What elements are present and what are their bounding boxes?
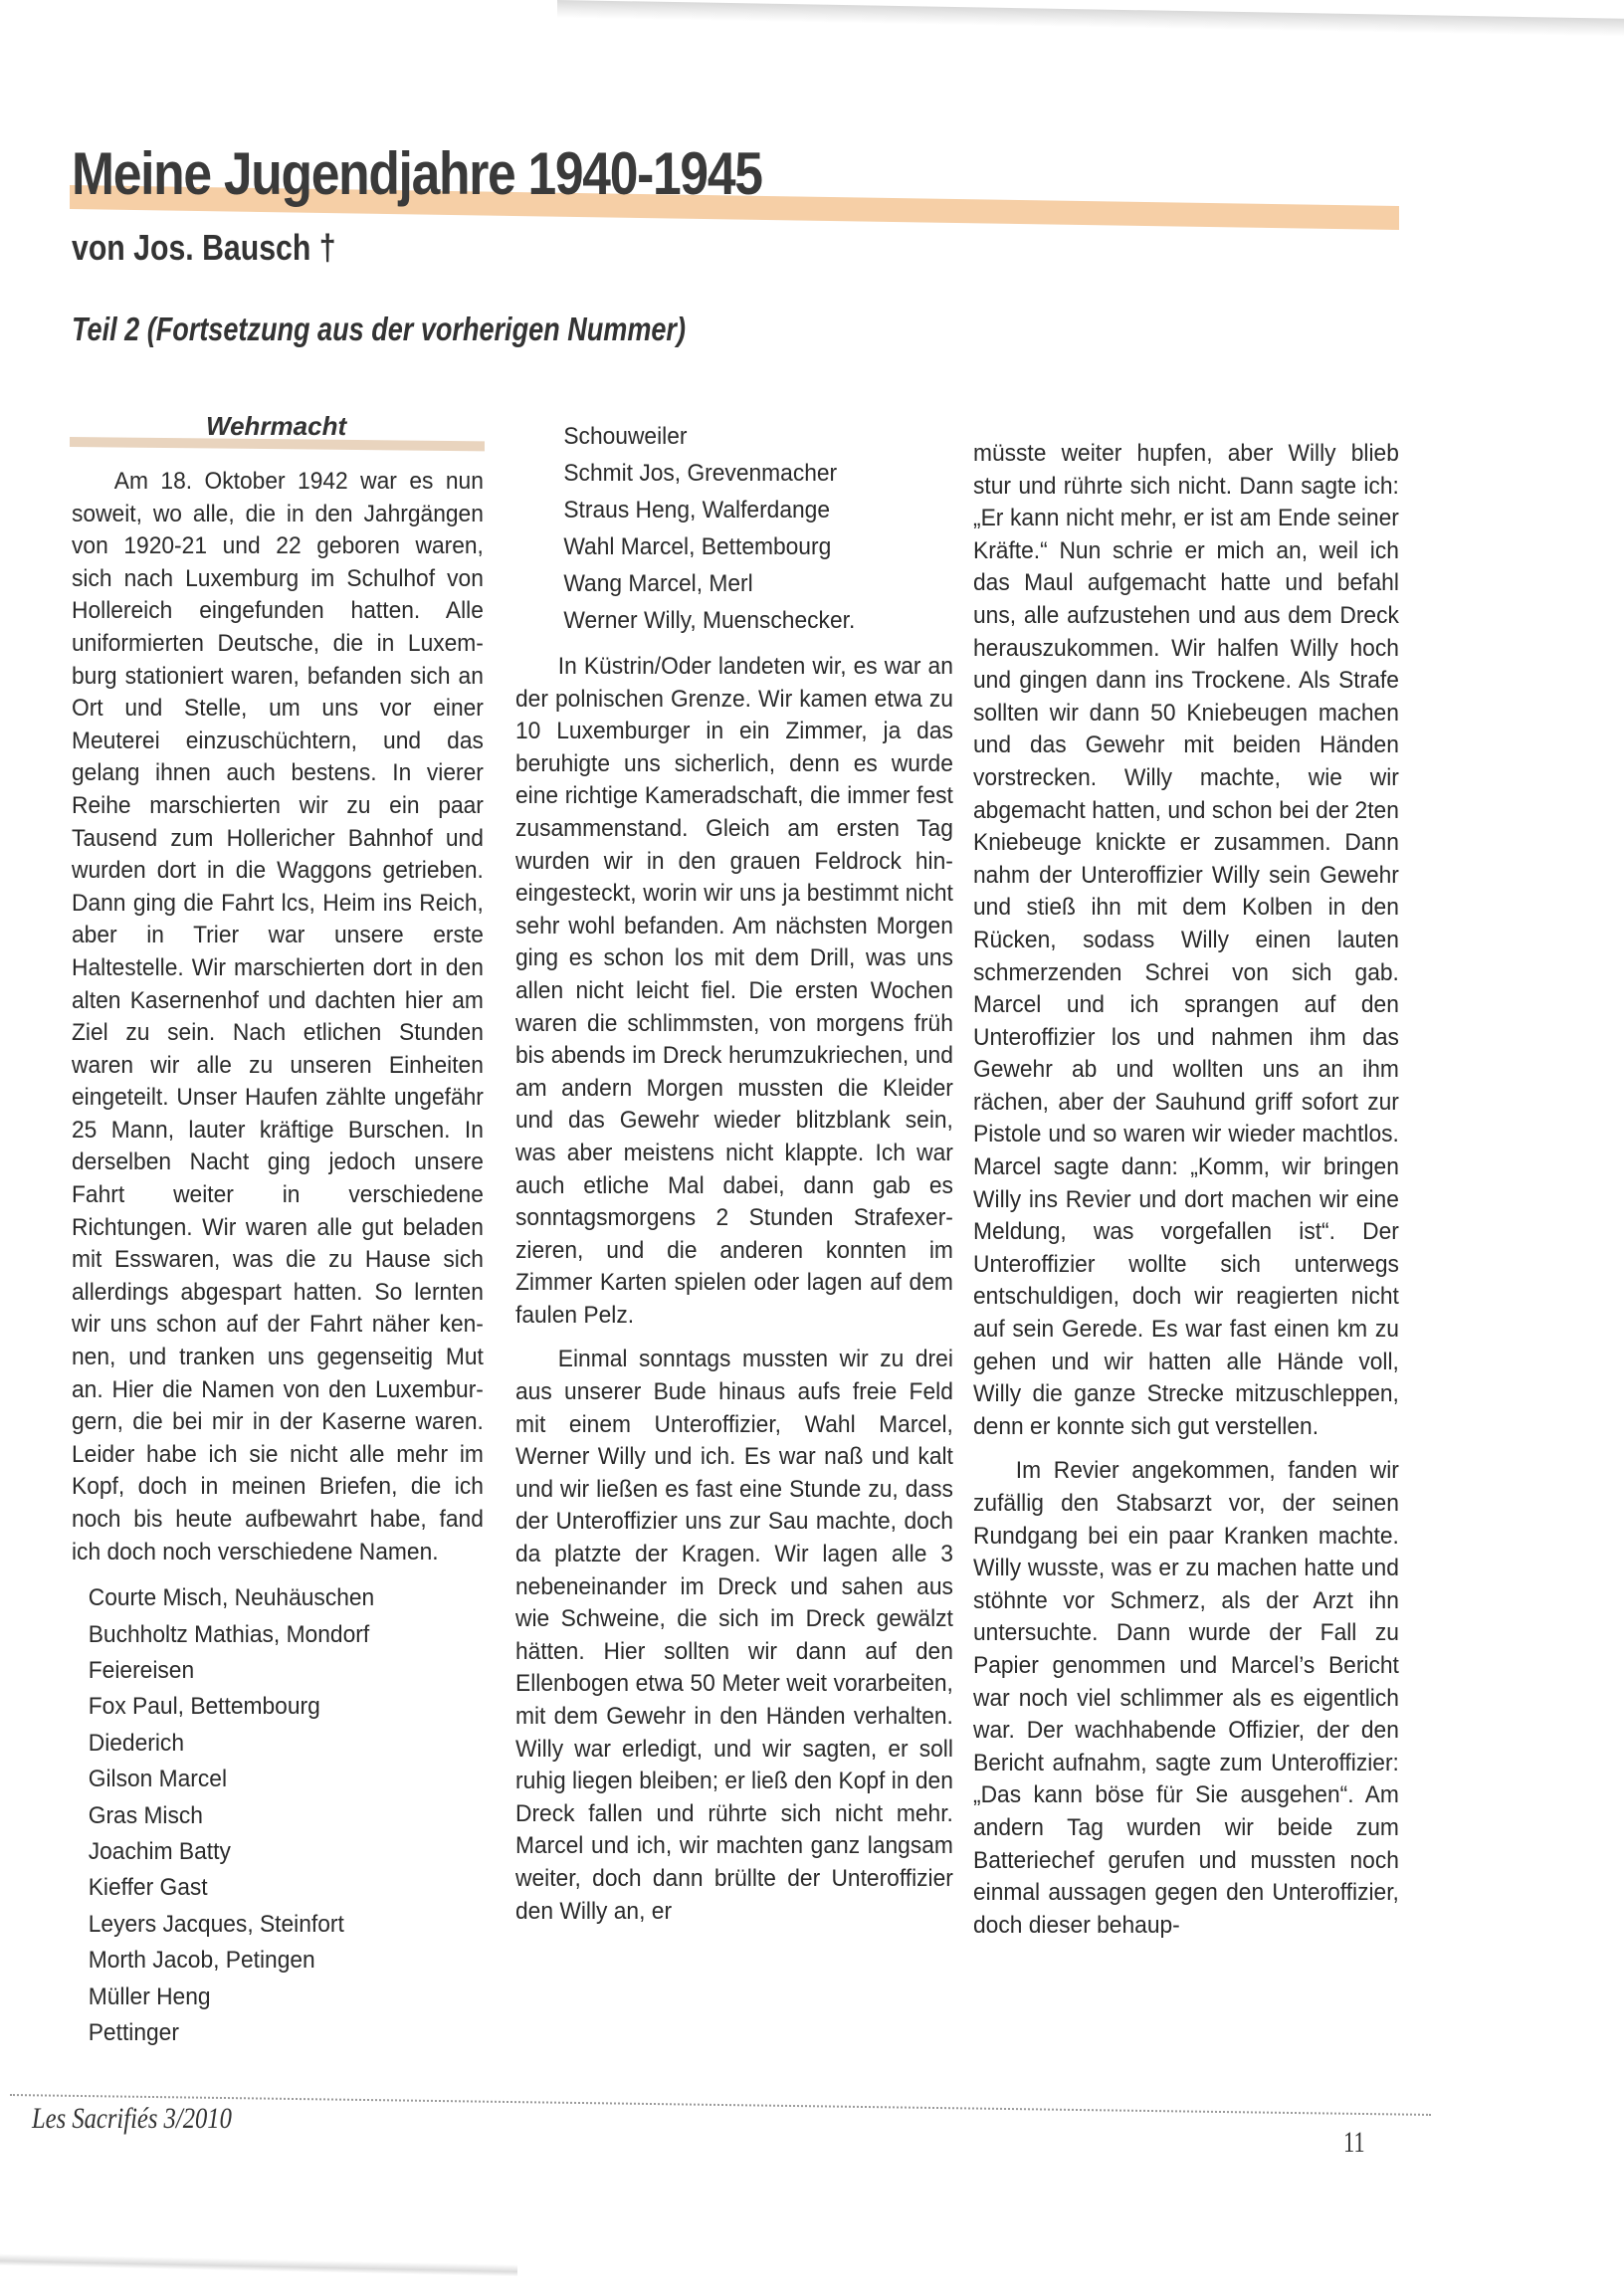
name-list-item: Schouweiler xyxy=(563,423,688,450)
name-list xyxy=(72,1580,484,2051)
scan-shadow-top xyxy=(557,0,1624,37)
scan-shadow-bottom xyxy=(0,2254,517,2277)
name-list-item: Morth Jacob, Petingen xyxy=(88,1947,315,1975)
name-list-item: Fox Paul, Bettembourg xyxy=(88,1693,320,1721)
article-title: Meine Jugendjahre 1940-1945 xyxy=(72,140,762,207)
text-column-2 xyxy=(515,418,953,1928)
name-list-item: Diederich xyxy=(88,1729,184,1757)
name-list-item: Leyers Jacques, Steinfort xyxy=(88,1910,344,1938)
paragraph: Am 18. Oktober 1942 war es nun soweit, wo alle, die in den Jahrgängen von 1920-21 und 22 geboren waren, sich nach Luxemburg im Schulhof von Hollereich eingefunden hatten. Alle uniformierten Deutsche, die in Luxemburg stationiert waren, befanden sich an Ort und Stelle, um uns vor einer Meuterei einzuschüchtern, und das gelang ihnen auch bestens. In vierer Reihe marschierten wir zu ein paar Tausend zum Hollericher Bahnhof und wurden dort in die Waggons getrieben. Dann ging die Fahrt lcs, Heim ins Reich, aber in Trier war unsere erste Haltestelle. Wir marschierten dort in den alten Kasernenhof und dachten hier am Ziel zu sein. Nach etlichen Stunden waren wir alle zu unseren Einheiten eingeteilt. Unser Haufen zählte ungefähr 25 Mann, lauter kräftige Burschen. In derselben Nacht ging jedoch unsere Fahrt weiter in verschiedene Richtungen. Wir waren alle gut beladen mit Esswaren, was die zu Hause sich allerdings abgespart hatten. So lernten wir uns schon auf der Fahrt näher kennen, und tranken uns gegenseitig Mut an. Hier die Namen von den Luxemburgern, die bei mir in der Kaserne waren. Leider habe ich sie nicht alle mehr im Kopf, doch in meinen Briefen, die ich noch bis heute aufbewahrt habe, fand ich doch noch verschiedene Namen. xyxy=(72,468,484,1565)
section-heading-text: Wehrmacht xyxy=(206,411,347,441)
paragraph: müsste weiter hupfen, aber Willy blieb stur und rührte sich nicht. Dann sagte ich: „Er kann nicht mehr, er ist am Ende seiner Kräfte.“ Nun schrie er mich an, weil ich das Maul aufgemacht hatte und befahl uns, alle aufzustehen und aus dem Dreck herauszukommen. Wir halfen Willy hoch und gingen dann ins Trockene. Als Strafe sollten wir dann 50 Kniebeugen machen und das Gewehr mit beiden Händen vorstrecken. Willy machte, wie wir abgemacht hatten, und schon bei der 2ten Kniebeuge knickte er zusammen. Dann nahm der Unteroffizier Willy sein Gewehr und stieß ihn mit dem Kolben in den Rücken, sodass Willy einen lauten schmerzenden Schrei von sich gab. Marcel und ich sprangen auf den Unteroffizier los und nahmen ihm das Gewehr ab und wollten uns an ihm rächen, aber der Sauhund griff sofort zur Pistole und so waren wir wieder machtlos. Marcel sagte dann: „Komm, wir bringen Willy ins Revier und dort machen wir eine Meldung, was vorgefallen ist“. Der Unteroffizier wollte sich unterwegs entschuldigen, doch wir reagierten nicht auf sein Gerede. Es war fast einen km zu gehen und wir hatten alle Hände voll, Willy die ganze Strecke mitzuschleppen, denn er konnte sich gut verstellen. xyxy=(973,440,1399,1440)
paragraph: Einmal sonntags mussten wir zu drei aus unserer Bude hinaus aufs freie Feld mit einem Unteroffizier, Wahl Marcel, Werner Willy und ich. Es war naß und kalt und wir ließen es fast eine Stunde zu, dass der Unteroffizier uns zur Sau machte, doch da platzte der Kragen. Wir lagen alle 3 nebeneinander im Dreck und sahen aus wie Schweine, die sich im Dreck gewälzt hätten. Hier sollten wir dann auf den Ellenbogen etwa 50 Meter weit vorarbeiten, mit dem Gewehr in den Händen verhalten. Willy war erledigt, und wir sagten, er soll ruhig liegen bleiben; er ließ den Kopf in den Dreck fallen und rührte sich nicht mehr. Marcel und ich, wir machten ganz langsam weiter, doch dann brüllte der Unteroffizier den Willy an, er xyxy=(515,1346,953,1925)
name-list-item: Schmit Jos, Grevenmacher xyxy=(563,460,838,487)
name-list-item: Joachim Batty xyxy=(88,1838,231,1866)
section-heading xyxy=(70,411,485,451)
text-column-1 xyxy=(72,466,484,2051)
name-list-continued xyxy=(515,418,953,639)
name-list-item: Wahl Marcel, Bettembourg xyxy=(563,533,832,560)
name-list-item: Straus Heng, Walferdange xyxy=(563,497,831,523)
journal-issue: Les Sacrifiés 3/2010 xyxy=(32,2102,232,2135)
name-list-item: Kieffer Gast xyxy=(88,1874,208,1902)
name-list-item: Müller Heng xyxy=(88,1982,211,2010)
name-list-item: Courte Misch, Neuhäuschen xyxy=(88,1584,375,1612)
paragraph: In Küstrin/Oder landeten wir, es war an der polnischen Grenze. Wir kamen etwa zu 10 Luxemburger in ein Zimmer, ja das beruhigte uns sicherlich, denn es wurde eine richtige Kameradschaft, die immer fest zusammenstand. Gleich am ersten Tag wurden wir in den grauen Feldrock hineingesteckt, worin wir uns ja bestimmt nicht sehr wohl befanden. Am nächsten Morgen ging es schon los mit dem Drill, was uns allen nicht leicht fiel. Die ersten Wochen waren die schlimmsten, von morgens früh bis abends im Dreck herumzukriechen, und am andern Morgen mussten die Kleider und das Gewehr wieder blitzblank sein, was aber meistens nicht klappte. Ich war auch etliche Mal dabei, dann gab es sonntagsmorgens 2 Stunden Strafexerzieren, und die anderen konnten im Zimmer Karten spielen oder lagen auf dem faulen Pelz. xyxy=(515,653,953,1329)
paragraph: Im Revier angekommen, fanden wir zufällig den Stabsarzt vor, der seinen Rundgang bei ein paar Kranken machte. Willy wusste, was er zu machen hatte und stöhnte vor Schmerz, als der Arzt ihn untersuchte. Dann wurde der Fall zu Papier genommen und Marcel’s Bericht war noch viel schlimmer als es eigentlich war. Der wachhabende Offizier, der den Bericht aufnahm, sagte zum Unteroffizier: „Das kann böse für Sie ausgehen“. Am andern Tag wurden wir beide zum Batteriechef gerufen und mussten noch einmal aussagen gegen den Unteroffizier, doch dieser behaup- xyxy=(973,1457,1399,1939)
name-list-item: Feiereisen xyxy=(88,1657,195,1684)
article-subtitle: Teil 2 (Fortsetzung aus der vorherigen Nummer) xyxy=(72,311,686,347)
name-list-item: Gras Misch xyxy=(88,1801,203,1829)
page-number: 11 xyxy=(1343,2126,1365,2159)
name-list-item: Wang Marcel, Merl xyxy=(563,570,753,597)
name-list-item: Werner Willy, Muenschecker. xyxy=(563,607,856,634)
article-byline: von Jos. Bausch † xyxy=(72,227,336,268)
text-column-3 xyxy=(973,438,1399,1942)
name-list-item: Pettinger xyxy=(88,2019,179,2047)
name-list-item: Gilson Marcel xyxy=(88,1766,228,1793)
name-list-item: Buchholtz Mathias, Mondorf xyxy=(88,1620,370,1648)
